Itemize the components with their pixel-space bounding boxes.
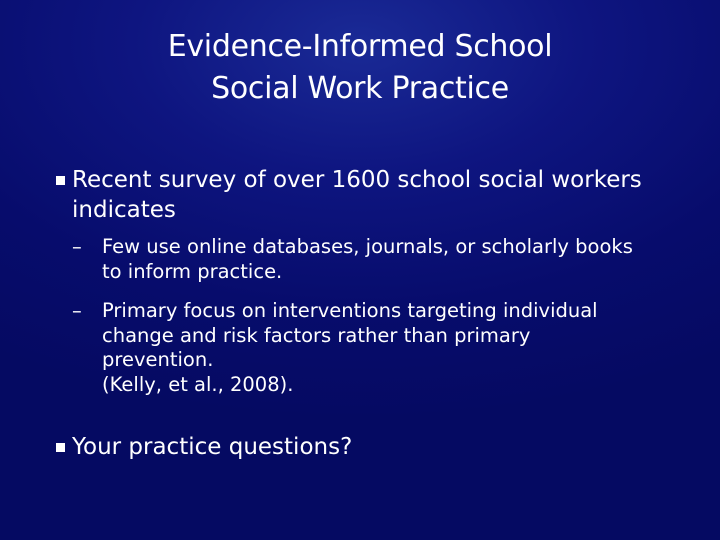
subbullet-last-line-text: prevention. [102, 348, 214, 371]
subbullet-text [102, 235, 702, 284]
square-bullet-icon [56, 443, 65, 452]
bullet-text [72, 165, 692, 225]
subbullet-line-2: change and risk factors rather than primary [102, 323, 531, 347]
dash-bullet-icon: – [72, 235, 82, 258]
dash-bullet-icon: – [72, 299, 82, 322]
slide-title-line-1: Evidence-Informed School [167, 29, 553, 64]
subbullet-line-1: Few use online databases, journals, or scholarly books [102, 235, 633, 258]
subbullet-line-2: to inform practice. [102, 259, 283, 283]
bullet-line-1: Recent survey of over 1600 school social workers [72, 167, 642, 193]
subbullet-line-3 [102, 348, 702, 397]
slide-title-line-2: Social Work Practice [211, 71, 509, 106]
square-bullet-icon [56, 176, 65, 185]
subbullet-text [102, 299, 702, 397]
bullet-line-1: Your practice questions? [72, 434, 353, 460]
bullet-line-2: indicates [72, 197, 176, 223]
slide-title [40, 26, 680, 110]
citation: (Kelly, et al., 2008). [102, 372, 294, 396]
bullet-text [72, 432, 692, 462]
subbullet-line-1: Primary focus on interventions targeting individual [102, 299, 598, 322]
